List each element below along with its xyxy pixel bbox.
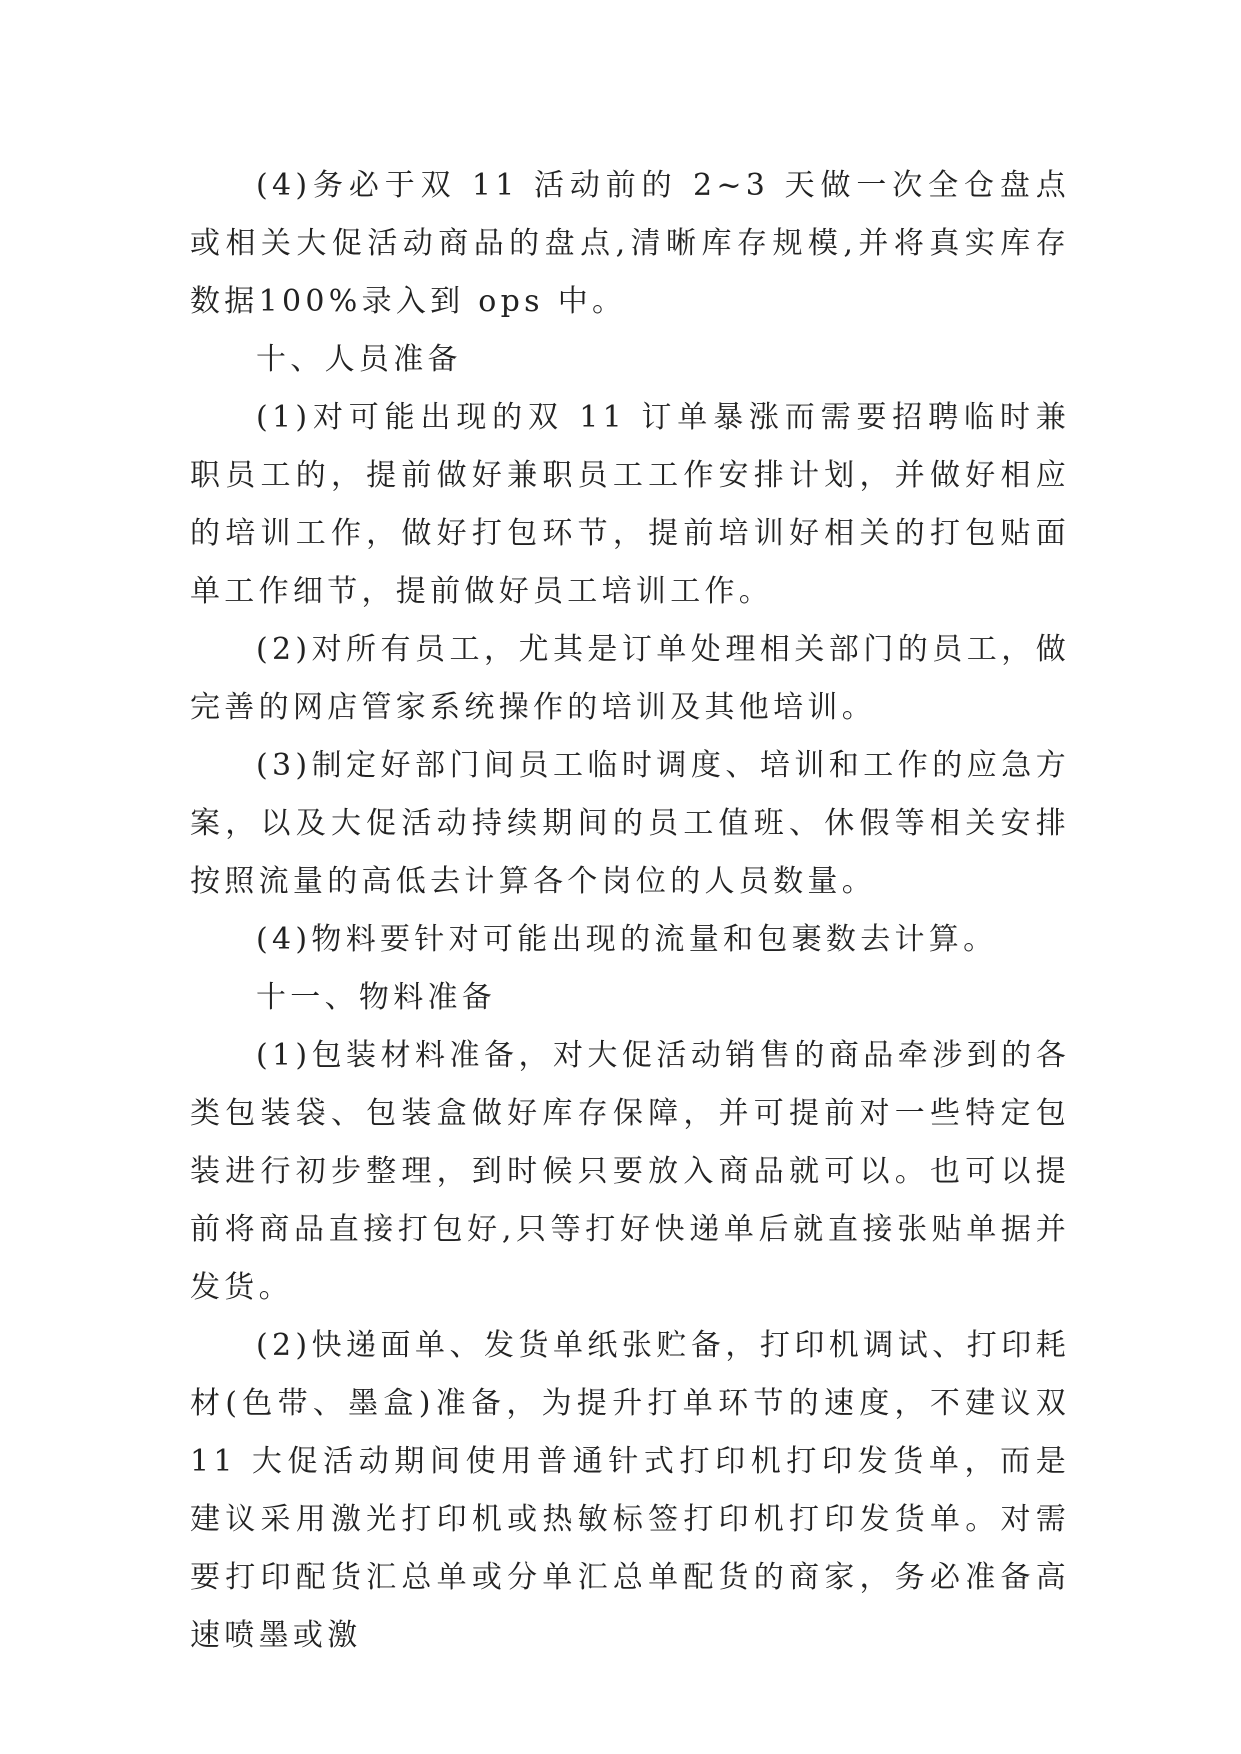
paragraph-packaging: (1)包装材料准备，对大促活动销售的商品牵涉到的各类包装袋、包装盒做好库存保障，并可提前对一些特定包装进行初步整理，到时候只要放入商品就可以。也可以提前将商品直接打包好,只等打好快递单后就直接张贴单据并发货。 <box>190 1038 1070 1305</box>
paragraph-material-calc: (4)物料要针对可能出现的流量和包裹数去计算。 <box>256 922 998 957</box>
document-page <box>190 157 1070 1665</box>
paragraph-printing: (2)快递面单、发货单纸张贮备，打印机调试、打印耗材(色带、墨盒)准备，为提升打单环节的速度，不建议双 11 大促活动期间使用普通针式打印机打印发货单，而是建议采用激光打印机或热敏标签打印机打印发货单。对需要打印配货汇总单或分单汇总单配货的商家，务必准备高速喷墨或激 <box>190 1328 1070 1653</box>
paragraph-staff-training: (2)对所有员工，尤其是订单处理相关部门的员工，做完善的网店管家系统操作的培训及其他培训。 <box>190 632 1070 725</box>
paragraph-temp-staff: (1)对可能出现的双 11 订单暴涨而需要招聘临时兼职员工的，提前做好兼职员工工作安排计划，并做好相应的培训工作，做好打包环节，提前培训好相关的打包贴面单工作细节，提前做好员工培训工作。 <box>190 400 1070 609</box>
paragraph-inventory-count: (4)务必于双 11 活动前的 2~3 天做一次全仓盘点或相关大促活动商品的盘点,清晰库存规模,并将真实库存数据100%录入到 ops 中。 <box>190 168 1070 319</box>
paragraph-emergency-plan: (3)制定好部门间员工临时调度、培训和工作的应急方案，以及大促活动持续期间的员工值班、休假等相关安排按照流量的高低去计算各个岗位的人员数量。 <box>190 748 1070 899</box>
section-heading-personnel: 十、人员准备 <box>256 342 462 377</box>
section-heading-materials: 十一、物料准备 <box>256 980 497 1015</box>
